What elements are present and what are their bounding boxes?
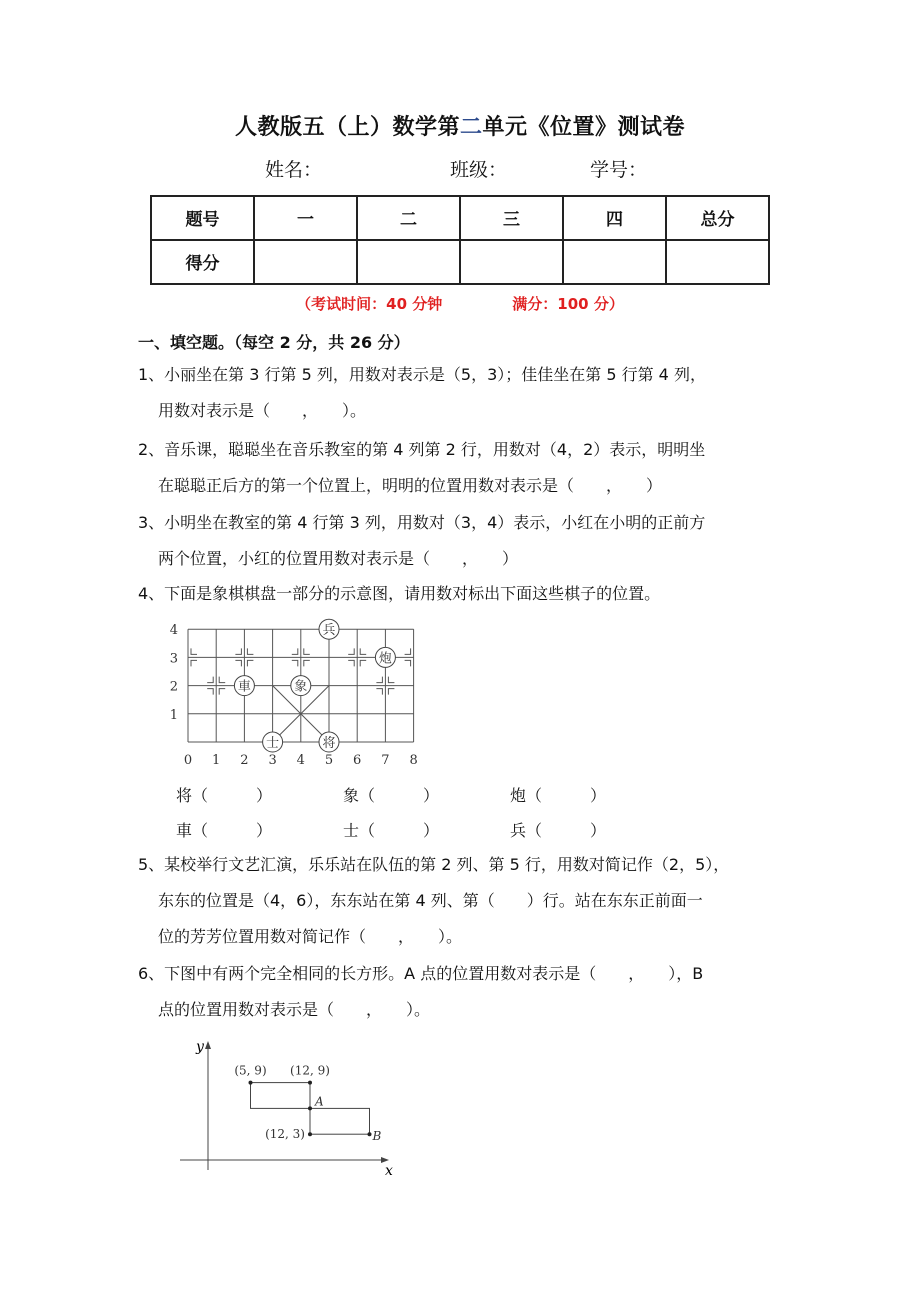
rectangles-coordinate-figure: [172, 1035, 402, 1175]
header-cell: 三: [460, 196, 563, 240]
question-line: 3、小明坐在教室的第 4 行第 3 列，用数对（3，4）表示，小红在小明的正前方: [138, 513, 706, 532]
point-dot: [308, 1106, 312, 1110]
page-title: [0, 110, 920, 141]
chess-piece-label: 兵: [322, 623, 336, 639]
piece-answer-pao: 炮（ ）: [510, 786, 607, 805]
score-table-score-row: [151, 240, 769, 284]
question-line: 4、下面是象棋棋盘一部分的示意图，请用数对标出下面这些棋子的位置。: [138, 584, 661, 603]
x-tick-label: 8: [409, 753, 418, 768]
piece-answer-shi: 士（ ）: [343, 821, 440, 840]
chess-piece-label: 車: [237, 679, 251, 695]
piece-answer-bing: 兵（ ）: [510, 821, 607, 840]
rectangle-1: [251, 1083, 311, 1109]
position-mark: [247, 648, 253, 654]
score-cell[interactable]: [563, 240, 666, 284]
question-line: 6、下图中有两个完全相同的长方形。A 点的位置用数对表示是（ ， ），B: [138, 964, 704, 983]
position-mark: [219, 689, 225, 695]
score-cell[interactable]: [666, 240, 769, 284]
position-mark: [292, 648, 298, 654]
position-mark: [388, 689, 394, 695]
point-dot: [308, 1081, 312, 1085]
question-line: 5、某校举行文艺汇演，乐乐站在队伍的第 2 列、第 5 行，用数对简记作（2，5），: [138, 855, 730, 874]
title-pre: 人教版五（上）数学第: [234, 115, 460, 140]
question-4: [138, 576, 798, 612]
y-axis-arrow: [205, 1041, 211, 1049]
position-mark: [388, 677, 394, 683]
chess-piece-label: 象: [294, 679, 308, 695]
header-cell: 四: [563, 196, 666, 240]
header-cell: 一: [254, 196, 357, 240]
chess-board-diagram: [165, 612, 430, 772]
position-mark: [235, 660, 241, 666]
exam-time: （考试时间：40 分钟: [296, 295, 443, 313]
name-label: 姓名：: [265, 159, 323, 181]
question-line: 两个位置，小红的位置用数对表示是（ ， ）: [158, 549, 519, 568]
chess-piece-label: 将: [322, 736, 336, 751]
score-row-label: 得分: [151, 240, 254, 284]
point-label: (12, 3): [265, 1127, 305, 1142]
piece-answer-xiang: 象（ ）: [343, 786, 440, 805]
piece-answer-jiang: 将（ ）: [176, 786, 273, 805]
position-mark: [376, 677, 382, 683]
title-accent: 二: [459, 115, 483, 140]
class-label: 班级：: [450, 159, 508, 181]
rectangle-2: [310, 1108, 370, 1134]
exam-note: [0, 293, 920, 314]
x-tick-label: 3: [268, 753, 277, 768]
piece-answer-ju: 車（ ）: [176, 821, 273, 840]
x-axis-label: x: [385, 1163, 393, 1175]
y-axis-label: y: [196, 1039, 204, 1055]
title-post: 单元《位置》测试卷: [482, 115, 686, 140]
y-tick-label: 2: [169, 679, 178, 695]
question-6: [138, 956, 798, 1028]
position-mark: [207, 677, 213, 683]
question-5: [138, 847, 798, 955]
position-mark: [360, 660, 366, 666]
score-cell[interactable]: [254, 240, 357, 284]
point-label-a: A: [315, 1094, 324, 1109]
x-tick-label: 6: [353, 753, 362, 768]
position-mark: [304, 648, 310, 654]
score-cell[interactable]: [357, 240, 460, 284]
chess-piece-label: 炮: [378, 651, 392, 667]
question-line: 位的芳芳位置用数对简记作（ ， ）。: [158, 927, 463, 946]
question-line: 1、小丽坐在第 3 行第 5 列，用数对表示是（5，3）；佳佳坐在第 5 行第 4 列，: [138, 365, 706, 384]
position-mark: [405, 660, 411, 666]
question-line: 点的位置用数对表示是（ ， ）。: [158, 1000, 431, 1019]
question-line: 在聪聪正后方的第一个位置上，明明的位置用数对表示是（ ， ）: [158, 476, 663, 495]
y-tick-label: 4: [169, 623, 178, 639]
point-dot: [249, 1081, 253, 1085]
position-mark: [191, 660, 197, 666]
position-mark: [207, 689, 213, 695]
position-mark: [348, 648, 354, 654]
position-mark: [235, 648, 241, 654]
question-line: 东东的位置是（4，6），东东站在第 4 列、第（ ）行。站在东东正前面一: [158, 891, 703, 910]
y-tick-label: 3: [169, 651, 178, 667]
header-cell: 二: [357, 196, 460, 240]
position-mark: [348, 660, 354, 666]
header-cell: 题号: [151, 196, 254, 240]
point-dot: [368, 1132, 372, 1136]
y-tick-label: 1: [169, 707, 178, 723]
exam-full-score: 满分：100 分）: [512, 295, 624, 313]
point-label-b: B: [372, 1129, 382, 1144]
x-tick-label: 2: [240, 753, 249, 768]
question-3: [138, 505, 798, 577]
question-2: [138, 432, 798, 504]
point-label: (5, 9): [234, 1063, 267, 1078]
x-tick-label: 0: [183, 753, 193, 768]
position-mark: [360, 648, 366, 654]
point-dot: [308, 1132, 312, 1136]
section-title: 一、填空题。（每空 2 分，共 26 分）: [138, 333, 410, 352]
position-mark: [247, 660, 253, 666]
question-line: 2、音乐课，聪聪坐在音乐教室的第 4 列第 2 行，用数对（4，2）表示，明明坐: [138, 440, 706, 459]
number-label: 学号：: [590, 159, 648, 181]
position-mark: [405, 648, 411, 654]
chess-piece-label: 士: [266, 736, 280, 751]
position-mark: [191, 648, 197, 654]
x-tick-label: 7: [381, 753, 390, 768]
header-cell: 总分: [666, 196, 769, 240]
point-label: (12, 9): [290, 1063, 330, 1078]
x-tick-label: 5: [324, 753, 334, 768]
question-line: 用数对表示是（ ， ）。: [158, 401, 367, 420]
position-mark: [219, 677, 225, 683]
score-table: [150, 195, 770, 285]
x-tick-label: 4: [296, 753, 305, 768]
position-mark: [376, 689, 382, 695]
position-mark: [292, 660, 298, 666]
x-tick-label: 1: [212, 753, 221, 768]
position-mark: [304, 660, 310, 666]
score-cell[interactable]: [460, 240, 563, 284]
question-1: [138, 357, 798, 429]
score-table-header-row: [151, 196, 769, 240]
